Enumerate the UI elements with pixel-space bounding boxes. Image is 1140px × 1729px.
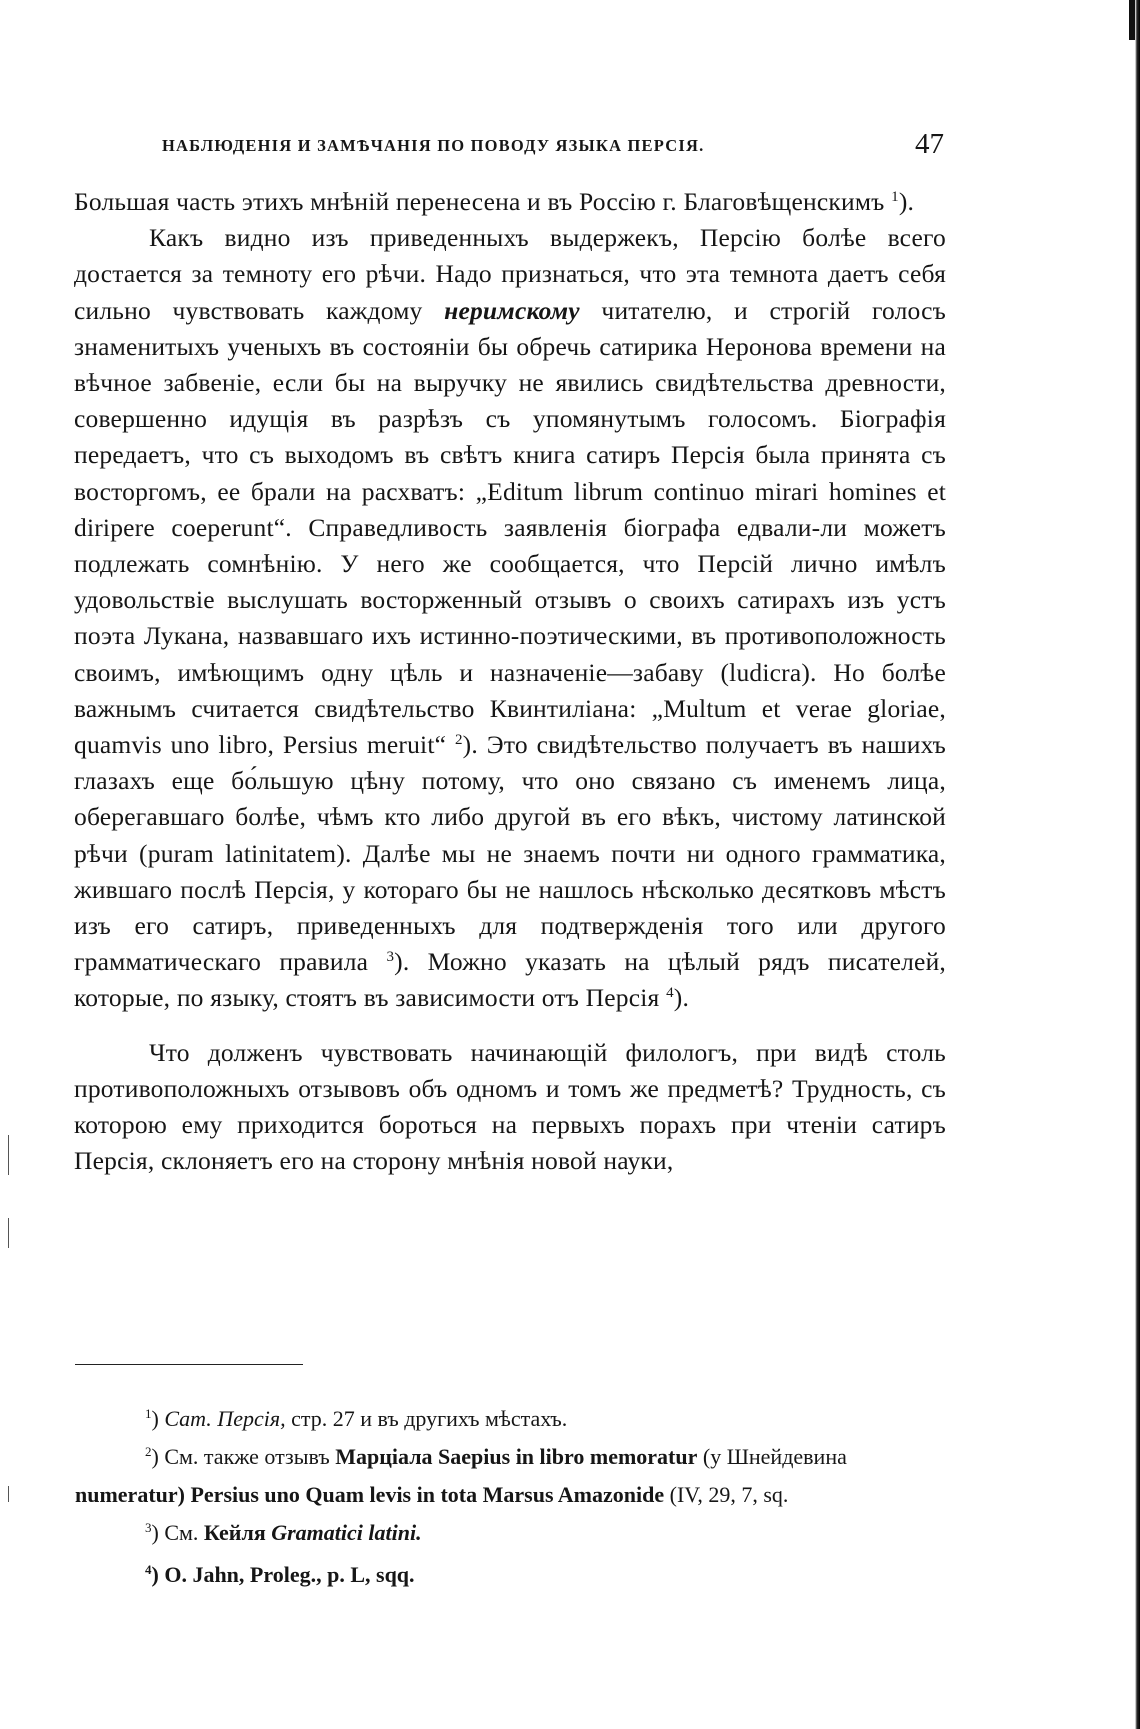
footnote-3 [75, 1514, 953, 1552]
paragraph-2-part2: читателю, и строгій голосъ знаменитыхъ ученыхъ въ состояніи бы обречь сатирика Неронова времени на вѣчное забвеніе, если бы на выручку не явились свидѣтельства древности, совершенно идущія въ разрѣзъ съ упомянутымъ голосомъ. Біографія передаетъ, что съ выходомъ въ свѣтъ книга сатиръ Персія была принята съ восторгомъ, ее брали на расхватъ: „Editum librum continuo mirari homines et diripere coeperunt“. Справедливость заявленія біографа едвали-ли можетъ подлежать сомнѣнію. У него же сообщается, что Персій лично имѣлъ удовольствіе выслушать восторженный отзывъ о своихъ сатирахъ изъ устъ поэта Лукана, назвавшаго ихъ истинно-поэтическими, въ противоположность своимъ, имѣющимъ одну цѣль и назначеніе—забаву (ludicra). Но болѣе важнымъ считается свидѣтельство Квинтиліана: „Multum et verae gloriae, quamvis uno libro, Persius meruit“ [74, 295, 947, 760]
footnote-2-mark: 2 [145, 1444, 152, 1459]
note-ref-2: 2 [454, 732, 463, 749]
page-edge-shadow [1135, 0, 1140, 1729]
paragraph-2-part3: ). Это свидѣтельство получаетъ въ нашихъ глазахъ еще бо́льшую цѣну потому, что оно связано съ именемъ лица, оберегавшаго болѣе, чѣмъ кто либо другой въ его вѣкъ, чистому латинской рѣчи (puram latinitatem). Далѣе мы не знаемъ почти ни одного грамматика, жившаго послѣ Персія, у котораго бы не нашлось нѣсколько десятковъ мѣстъ изъ его сатиръ, приведенныхъ для подтвержденія того или другого грамматическаго правила [74, 730, 946, 977]
main-text [74, 184, 946, 1179]
footnote-3-bold1: Кейля [203, 1520, 272, 1545]
footnote-3-part1: ) См. [151, 1520, 204, 1545]
page-header [128, 128, 944, 160]
footnote-2-part3: (IV, 29, 7, sq. [664, 1482, 789, 1507]
paragraph-2 [74, 220, 946, 1016]
paragraph-2-part4: ). Можно указать на цѣлый рядъ писателей, которые, по языку, стоятъ въ зависимости отъ Персія [74, 947, 946, 1013]
footnote-2-part2: (у Шнейдевина [697, 1444, 847, 1469]
footnote-2-part1: ) См. также отзывъ [151, 1444, 336, 1469]
note-ref-1: 1 [891, 189, 899, 205]
footnote-1-mark: 1 [145, 1406, 152, 1421]
paragraph-2-part5: ). [673, 983, 690, 1013]
footnote-4-mark: 4 [145, 1562, 152, 1577]
margin-mark [8, 1218, 9, 1248]
paragraph-3-text: Что долженъ чувствовать начинающій филологъ, при видѣ столь противоположныхъ отзывовъ объ одномъ и томъ же предметѣ? Трудность, съ которою ему приходится бороться на первыхъ порахъ при чтеніи сатиръ Персія, склоняетъ его на сторону мнѣнія новой науки, [74, 1037, 946, 1176]
footnote-divider [75, 1364, 303, 1365]
footnote-1-text: стр. 27 и въ другихъ мѣстахъ. [285, 1406, 568, 1431]
footnote-2-bold2: numeratur) Persius uno Quam levis in tota Marsus Amazonide [75, 1482, 665, 1507]
paragraph-1 [74, 184, 946, 220]
paragraph-1-text: Большая часть этихъ мнѣній перенесена и въ Россію г. Благовѣщенскимъ [74, 187, 885, 216]
note-ref-3: 3 [386, 949, 395, 966]
footnote-1: $^1$) Сат. Персія, стр. 27 и въ другихъ мѣстахъ. [145, 1406, 568, 1431]
note-ref-4: 4 [666, 985, 674, 1002]
footnote-3-title: Gramatici latini. [271, 1520, 422, 1545]
margin-mark [8, 1135, 9, 1175]
footnote-4-text: ) O. Jahn, Proleg., p. L, sqq. [151, 1562, 415, 1587]
paragraph-2-part1: Какъ видно изъ приведенныхъ выдержекъ, Персію болѣе всего достается за темноту его рѣчи. Надо признаться, что эта темнота даетъ себя сильно чувствовать каждому [74, 223, 946, 325]
running-title: НАБЛЮДЕНІЯ И ЗАМѢЧАНІЯ ПО ПОВОДУ ЯЗЫКА ПЕРСІЯ. [162, 136, 705, 155]
footnote-1-title: Сат. Персія, [164, 1406, 286, 1431]
footnote-3-mark: 3 [145, 1520, 152, 1535]
page-number: 47 [915, 128, 944, 160]
footnote-4 [75, 1556, 953, 1594]
margin-mark [8, 1486, 9, 1502]
footnotes [75, 1400, 953, 1594]
paragraph-3 [74, 1035, 946, 1180]
footnote-2 [75, 1438, 953, 1514]
emphasis-word: неримскому [444, 295, 580, 325]
page-corner-shadow [1129, 0, 1135, 40]
paragraph-1-tail: ). [898, 187, 915, 216]
footnote-2-bold1: Марціала Saepius in libro memoratur [335, 1444, 698, 1469]
